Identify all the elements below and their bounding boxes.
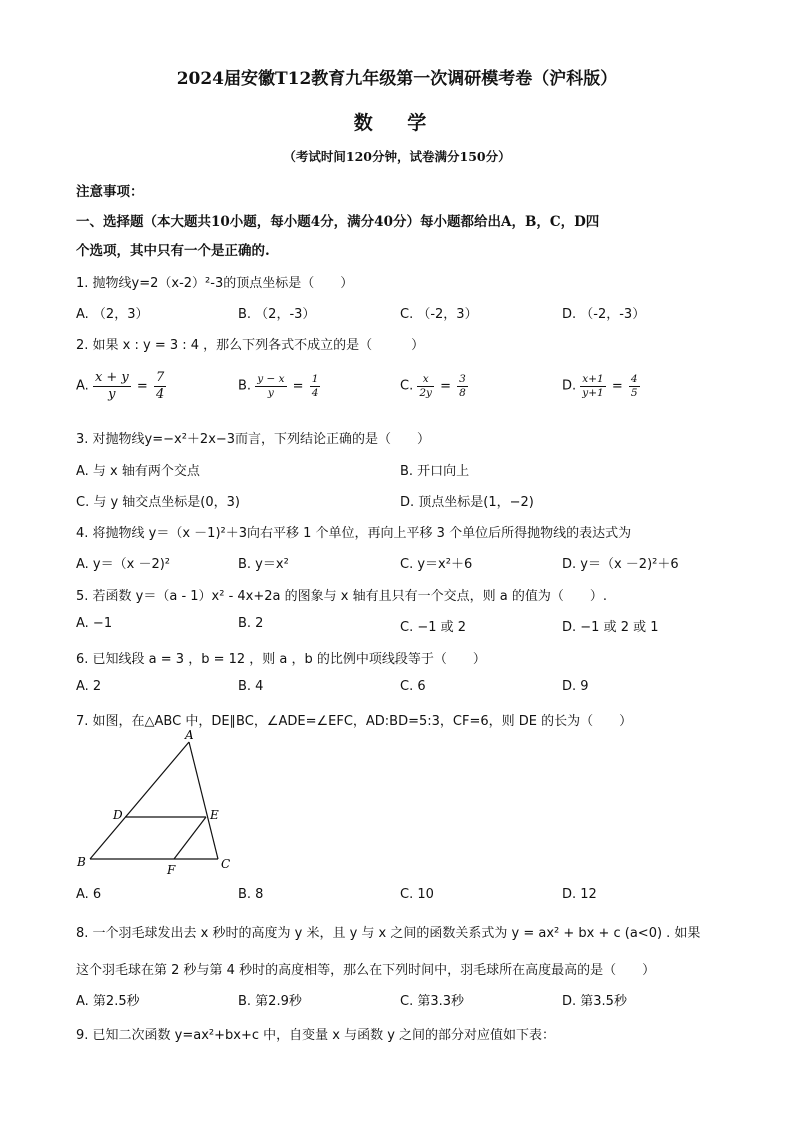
q5-option-a: A. −1 bbox=[76, 616, 113, 631]
q2-option-d-result: $\frac{4}{5}$ bbox=[630, 373, 638, 399]
q2-option-b-label: B. bbox=[238, 378, 252, 394]
q7-option-d: D. 12 bbox=[562, 887, 597, 902]
page-title: 2024届安徽T12教育九年级第一次调研模考卷（沪科版） bbox=[176, 69, 618, 89]
q6-option-b: B. 4 bbox=[238, 679, 264, 694]
q3-option-b: B. 开口向上 bbox=[400, 464, 470, 479]
point-label-e: E bbox=[210, 808, 219, 822]
q2-option-c-fraction: $\frac{x}{2y}$ bbox=[419, 373, 432, 399]
q2-option-a-label: A. bbox=[76, 378, 89, 394]
q2-option-a: A. $\frac{x + y}{y}$ = $\frac{7}{4}$ bbox=[76, 370, 165, 402]
point-label-f: F bbox=[167, 863, 176, 877]
q2-option-a-fraction: $\frac{x + y}{y}$ bbox=[94, 370, 129, 402]
q2-option-c: C. $\frac{x}{2y}$ = $\frac{3}{8}$ bbox=[400, 373, 466, 399]
q4-option-c: C. y＝x²＋6 bbox=[400, 557, 473, 572]
question-8-stem-line1: 8. 一个羽毛球发出去 x 秒时的高度为 y 米，且 y 与 x 之间的函数关系式为 y = ax² + bx + c (a<0) . 如果 bbox=[76, 926, 701, 941]
q8-option-a: A. 第2.5秒 bbox=[76, 994, 140, 1009]
question-6-stem: 6. 已知线段 a = 3 ，b = 12 ，则 a ，b 的比例中项线段等于（ ） bbox=[76, 652, 486, 667]
q4-option-d: D. y＝（x －2)²＋6 bbox=[562, 557, 679, 572]
q2-option-a-result: $\frac{7}{4}$ bbox=[155, 370, 165, 402]
point-label-d: D bbox=[113, 808, 123, 822]
question-8-stem-line2: 这个羽毛球在第 2 秒与第 4 秒时的高度相等，那么在下列时间中，羽毛球所在高度最高的是（ ） bbox=[76, 963, 656, 978]
q4-option-b: B. y＝x² bbox=[238, 557, 289, 572]
question-2-stem: 2. 如果 x : y = 3 : 4 ，那么下列各式不成立的是（ ） bbox=[76, 338, 425, 353]
triangle-figure bbox=[70, 728, 240, 880]
q3-option-c: C. 与 y 轴交点坐标是(0，3) bbox=[76, 495, 240, 510]
segment-ac bbox=[189, 742, 218, 859]
section-heading-line2: 个选项，其中只有一个是正确的. bbox=[76, 243, 270, 259]
question-3-stem: 3. 对抛物线y=−x²＋2x−3而言，下列结论正确的是（ ） bbox=[76, 432, 431, 447]
q1-option-a: A. （2，3） bbox=[76, 307, 149, 322]
q6-option-c: C. 6 bbox=[400, 679, 426, 694]
question-1-stem: 1. 抛物线y=2（x-2）²-3的顶点坐标是（ ） bbox=[76, 276, 354, 291]
q7-option-b: B. 8 bbox=[238, 887, 264, 902]
q2-option-b-result: $\frac{1}{4}$ bbox=[311, 373, 319, 399]
q2-option-c-result: $\frac{3}{8}$ bbox=[459, 373, 466, 399]
q7-option-c: C. 10 bbox=[400, 887, 434, 902]
q7-option-a: A. 6 bbox=[76, 887, 102, 902]
q3-option-d: D. 顶点坐标是(1，−2) bbox=[400, 495, 534, 510]
question-7-stem: 7. 如图，在△ABC 中，DE∥BC，∠ADE=∠EFC，AD:BD=5:3，CF=6，则 DE 的长为（ ） bbox=[76, 714, 633, 729]
q1-option-c: C. （-2，3） bbox=[400, 307, 478, 322]
vertex-label-b: B bbox=[77, 855, 86, 869]
subject-heading: 数 学 bbox=[353, 112, 441, 134]
q3-option-a: A. 与 x 轴有两个交点 bbox=[76, 464, 200, 479]
q8-option-c: C. 第3.3秒 bbox=[400, 994, 465, 1009]
q5-option-c: C. −1 或 2 bbox=[400, 620, 467, 635]
segment-ef bbox=[174, 817, 206, 859]
section-heading-line1: 一、选择题（本大题共10小题，每小题4分，满分40分）每小题都给出A，B，C，D四 bbox=[76, 214, 600, 230]
q2-option-c-label: C. bbox=[400, 378, 414, 394]
exam-time-note: （考试时间120分钟，试卷满分150分） bbox=[283, 149, 511, 164]
q1-option-b: B. （2，-3） bbox=[238, 307, 316, 322]
q2-option-d-fraction: $\frac{x+1}{y+1}$ bbox=[582, 373, 604, 399]
q6-option-a: A. 2 bbox=[76, 679, 102, 694]
segment-ab bbox=[90, 742, 189, 859]
q2-option-d: D. $\frac{x+1}{y+1}$ = $\frac{4}{5}$ bbox=[562, 373, 638, 399]
vertex-label-c: C bbox=[221, 857, 231, 871]
q1-option-d: D. （-2，-3） bbox=[562, 307, 646, 322]
q8-option-b: B. 第2.9秒 bbox=[238, 994, 302, 1009]
q8-option-d: D. 第3.5秒 bbox=[562, 994, 627, 1009]
q2-option-b: B. $\frac{y - x}{y}$ = $\frac{1}{4}$ bbox=[238, 373, 319, 399]
notice-heading: 注意事项： bbox=[76, 184, 144, 200]
q4-option-a: A. y＝（x －2)² bbox=[76, 557, 171, 572]
vertex-label-a: A bbox=[185, 728, 194, 742]
q5-option-b: B. 2 bbox=[238, 616, 264, 631]
q5-option-d: D. −1 或 2 或 1 bbox=[562, 620, 659, 635]
question-4-stem: 4. 将抛物线 y＝（x －1)²＋3向右平移 1 个单位，再向上平移 3 个单位后所得抛物线的表达式为 bbox=[76, 526, 632, 541]
q6-option-d: D. 9 bbox=[562, 679, 589, 694]
question-9-stem: 9. 已知二次函数 y=ax²+bx+c 中，自变量 x 与函数 y 之间的部分对应值如下表： bbox=[76, 1028, 556, 1043]
q2-option-b-fraction: $\frac{y - x}{y}$ bbox=[257, 373, 285, 399]
question-5-stem: 5. 若函数 y＝（a - 1）x² - 4x+2a 的图象与 x 轴有且只有一个交点，则 a 的值为（ ）. bbox=[76, 589, 607, 604]
q2-option-d-label: D. bbox=[562, 378, 577, 394]
